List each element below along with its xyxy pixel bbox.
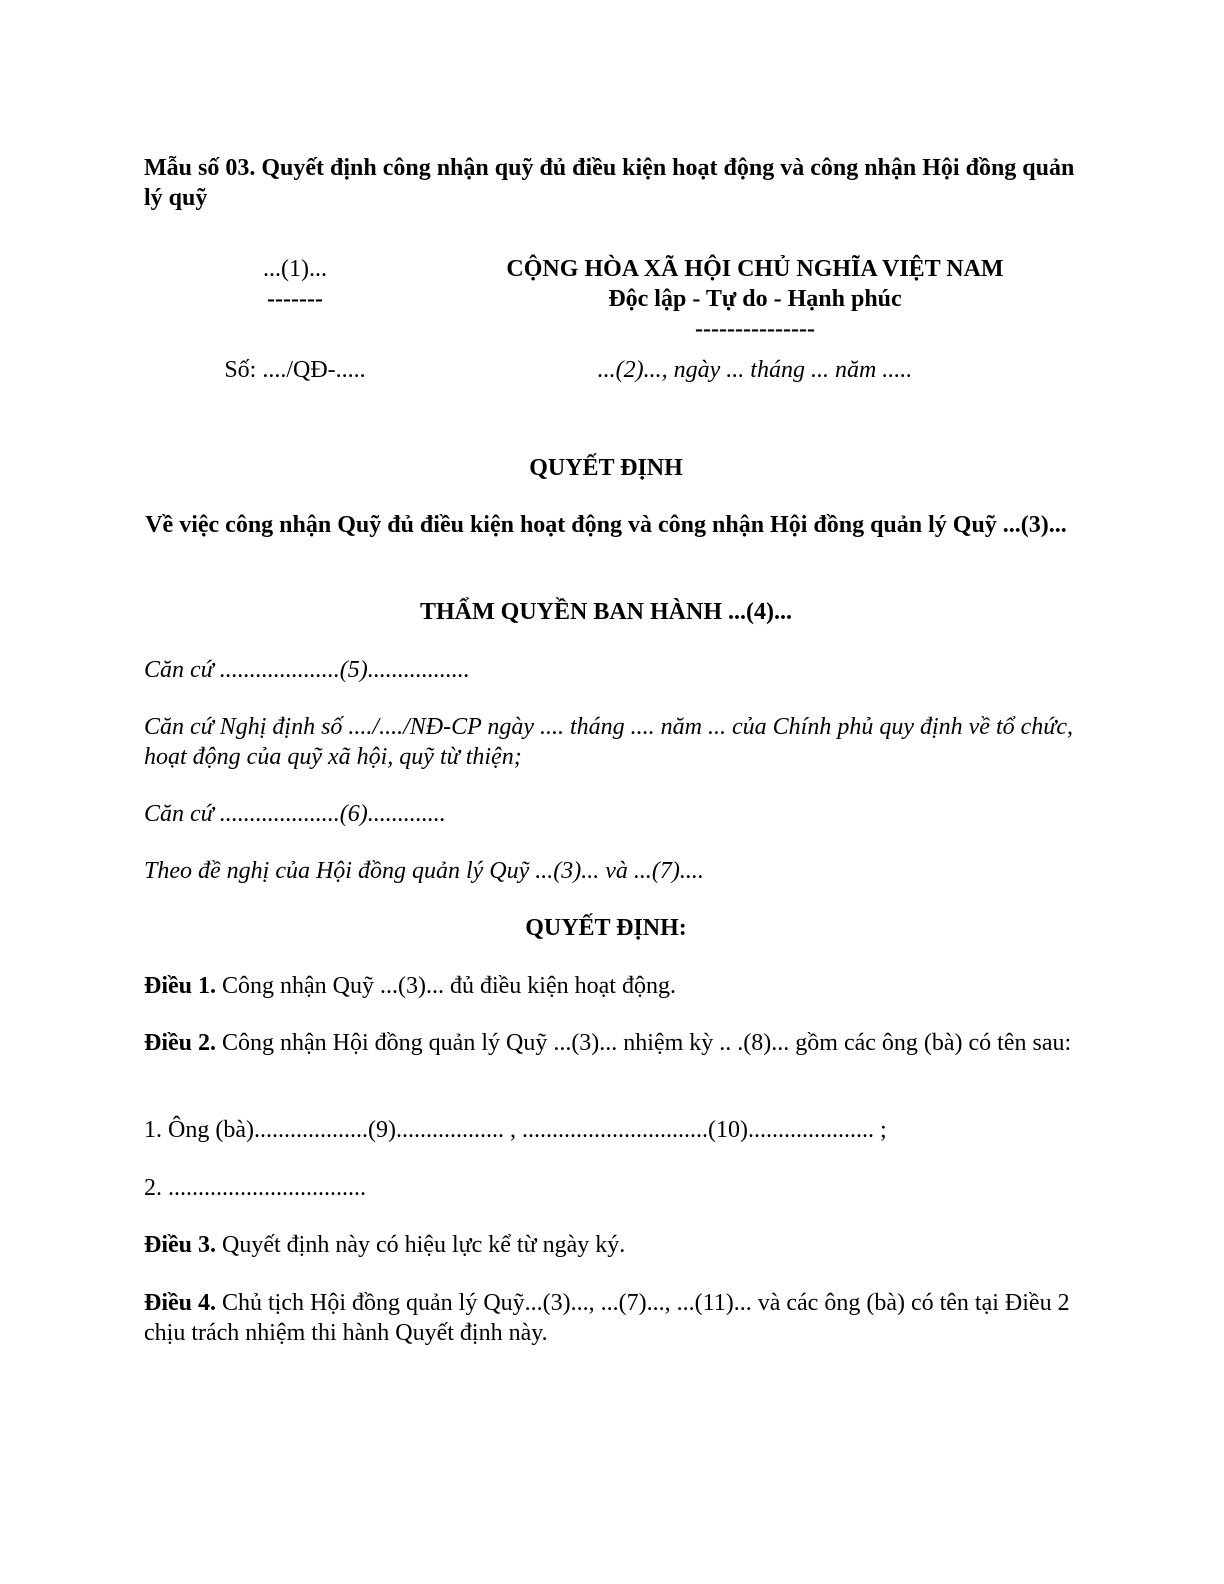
article-label: Điều 2. xyxy=(144,1030,216,1056)
article-1 xyxy=(144,971,1084,1001)
national-title: CỘNG HÒA XÃ HỘI CHỦ NGHĨA VIỆT NAM xyxy=(506,256,1004,282)
member-list-item: 2. ................................. xyxy=(144,1175,366,1201)
issuing-authority: THẨM QUYỀN BAN HÀNH ...(4)... xyxy=(420,599,792,625)
national-motto: Độc lập - Tự do - Hạnh phúc xyxy=(608,286,902,312)
issuing-agency-placeholder: ...(1)... xyxy=(263,256,327,282)
article-text: Chủ tịch Hội đồng quản lý Quỹ...(3)..., ...(7)..., ...(11)... và các ông (bà) có tên tại Điều 2 chịu trách nhiệm thi hành Quyết định này. xyxy=(144,1290,1070,1346)
article-2 xyxy=(144,1028,1084,1058)
decides-heading: QUYẾT ĐỊNH: xyxy=(525,915,687,941)
member-list-item: 1. Ông (bà)...................(9).................. , ...............................(10)..................... ; xyxy=(144,1117,887,1143)
document-number: Số: ..../QĐ-..... xyxy=(224,357,366,383)
article-label: Điều 1. xyxy=(144,973,216,999)
legal-basis-item: Căn cứ Nghị định số ..../..../NĐ-CP ngày .... tháng .... năm ... của Chính phủ quy định về tổ chức, hoạt động của quỹ xã hội, quỹ từ thiện; xyxy=(144,714,1074,770)
legal-basis-item: Căn cứ ....................(6)............. xyxy=(144,801,446,827)
form-title: Mẫu số 03. Quyết định công nhận quỹ đủ điều kiện hoạt động và công nhận Hội đồng quản lý quỹ xyxy=(144,155,1075,211)
article-label: Điều 3. xyxy=(144,1232,216,1258)
legal-basis-item: Căn cứ ....................(5)................. xyxy=(144,657,470,683)
legal-basis-item: Theo đề nghị của Hội đồng quản lý Quỹ ...(3)... và ...(7).... xyxy=(144,858,704,884)
issuing-agency-separator: ------- xyxy=(267,286,323,312)
national-motto-separator: --------------- xyxy=(695,316,815,342)
article-text: Quyết định này có hiệu lực kể từ ngày ký. xyxy=(216,1232,626,1258)
article-text: Công nhận Quỹ ...(3)... đủ điều kiện hoạt động. xyxy=(216,973,676,999)
article-text: Công nhận Hội đồng quản lý Quỹ ...(3)... nhiệm kỳ .. .(8)... gồm các ông (bà) có tên sau: xyxy=(216,1030,1072,1056)
article-3 xyxy=(144,1230,1084,1260)
decision-subject: Về việc công nhận Quỹ đủ điều kiện hoạt động và công nhận Hội đồng quản lý Quỹ ...(3)... xyxy=(145,512,1067,538)
decision-title: QUYẾT ĐỊNH xyxy=(529,455,683,481)
article-label: Điều 4. xyxy=(144,1290,216,1316)
place-and-date: ...(2)..., ngày ... tháng ... năm ..... xyxy=(597,357,913,383)
article-4 xyxy=(144,1288,1084,1348)
